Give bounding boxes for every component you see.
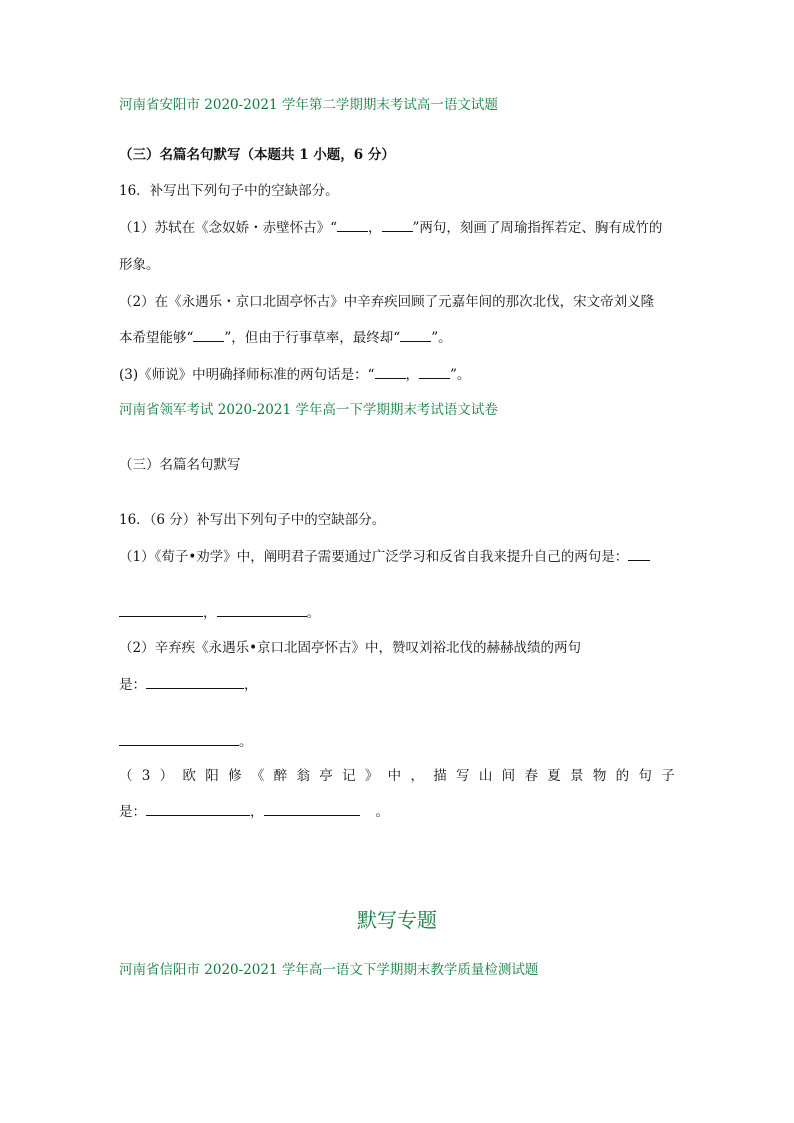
blank bbox=[193, 329, 224, 342]
q3-char: 山 bbox=[478, 768, 493, 784]
blank bbox=[146, 803, 250, 816]
q3-line2-lingjun bbox=[119, 803, 389, 821]
q3-char: 子 bbox=[661, 768, 675, 784]
blank bbox=[119, 604, 203, 617]
q2-text-d: ”。 bbox=[431, 330, 452, 346]
q2-text-c: ， bbox=[244, 677, 258, 693]
q1-line2-lingjun bbox=[119, 604, 320, 622]
q1-line-anyang bbox=[119, 219, 662, 237]
q3-char: 3 bbox=[141, 768, 151, 784]
q1-text-a: （1）《荀子•劝学》中，阐明君子需要通过广泛学习和反省自我来提升自己的两句是： bbox=[119, 549, 629, 565]
source-anyang: 河南省安阳市 2020-2021 学年第二学期期末考试高一语文试题 bbox=[119, 97, 498, 113]
q3-text-c: ， bbox=[250, 804, 264, 820]
q1-text-a: （1）苏轼在《念奴娇・赤壁怀古》“ bbox=[119, 220, 337, 236]
blank bbox=[217, 604, 307, 617]
q1-line-lingjun bbox=[119, 548, 650, 566]
q3-char: 的 bbox=[615, 768, 630, 784]
q3-text-c: ”。 bbox=[450, 367, 471, 383]
q3-char: 间 bbox=[501, 768, 516, 784]
q1-text-c: 。 bbox=[306, 605, 320, 621]
q3-char: 写 bbox=[456, 768, 470, 784]
q3-text-b: 是： bbox=[119, 804, 146, 820]
q3-char: 》 bbox=[364, 768, 379, 784]
blank bbox=[375, 366, 406, 379]
q3-char: 《 bbox=[250, 768, 265, 784]
blank bbox=[419, 366, 450, 379]
q2-line2-lingjun bbox=[119, 676, 258, 694]
q1-text-b: ， bbox=[368, 220, 382, 236]
q1-line2-anyang: 形象。 bbox=[119, 257, 160, 273]
section-heading-lingjun: （三）名篇名句默写 bbox=[119, 457, 241, 473]
section-heading-anyang: （三）名篇名句默写（本题共 1 小题，6 分） bbox=[119, 147, 395, 163]
q1-text-b: ， bbox=[203, 605, 217, 621]
blank bbox=[119, 733, 239, 746]
q3-char: 中 bbox=[387, 768, 402, 784]
q3-char: 记 bbox=[342, 768, 356, 784]
q2-text-d: 。 bbox=[239, 734, 253, 750]
q3-char: 描 bbox=[433, 768, 447, 784]
question-16-anyang: 16．补写出下列句子中的空缺部分。 bbox=[119, 183, 339, 199]
q3-char: 春 bbox=[524, 768, 538, 784]
source-lingjun: 河南省领军考试 2020-2021 学年高一下学期期末考试语文试卷 bbox=[119, 402, 498, 418]
blank bbox=[264, 803, 360, 816]
question-16-lingjun: 16．（6 分）补写出下列句子中的空缺部分。 bbox=[119, 512, 386, 528]
q2-line3-lingjun bbox=[119, 733, 253, 751]
q3-char: 亭 bbox=[319, 768, 333, 784]
q2-text-c: ”，但由于行事草率，最终却“ bbox=[224, 330, 401, 346]
q3-char: 物 bbox=[592, 768, 607, 784]
q3-line-lingjun bbox=[119, 767, 675, 785]
blank bbox=[337, 219, 368, 232]
source-xinyang: 河南省信阳市 2020-2021 学年高一语文下学期期末教学质量检测试题 bbox=[119, 962, 539, 978]
q3-char: 句 bbox=[638, 768, 652, 784]
q3-char: 醉 bbox=[273, 768, 288, 784]
q3-text-d: 。 bbox=[375, 804, 389, 820]
section-title-moxie: 默写专题 bbox=[357, 908, 437, 932]
blank bbox=[382, 219, 413, 232]
q3-char: 夏 bbox=[547, 768, 561, 784]
q2-text-b: 本希望能够“ bbox=[119, 330, 194, 346]
q3-char: 翁 bbox=[296, 768, 310, 784]
q3-char: 阳 bbox=[205, 768, 219, 784]
q3-char: ） bbox=[159, 768, 174, 784]
q3-text-a: (3)《师说》中明确择师标准的两句话是：“ bbox=[119, 367, 375, 383]
q3-text-b: ， bbox=[405, 367, 420, 383]
q2-line2-anyang bbox=[119, 329, 452, 347]
q3-char: 欧 bbox=[182, 768, 196, 784]
q3-char: 修 bbox=[228, 768, 242, 784]
q1-text-c: ”两句，刻画了周瑜指挥若定、胸有成竹的 bbox=[412, 220, 663, 236]
q2-line-anyang: （2）在《永遇乐・京口北固亭怀古》中辛弃疾回顾了元嘉年间的那次北伐，宋文帝刘义隆 bbox=[119, 294, 655, 310]
blank bbox=[146, 676, 244, 689]
q3-char: ， bbox=[410, 768, 424, 784]
blank bbox=[400, 329, 431, 342]
q2-line-lingjun: （2）辛弃疾《永遇乐•京口北固亭怀古》中，赞叹刘裕北伐的赫赫战绩的两句 bbox=[119, 640, 582, 656]
blank bbox=[628, 548, 650, 561]
q3-line-anyang bbox=[119, 366, 470, 384]
q2-text-b: 是： bbox=[119, 677, 146, 693]
q3-char: （ bbox=[119, 768, 133, 784]
q3-char: 景 bbox=[570, 768, 584, 784]
